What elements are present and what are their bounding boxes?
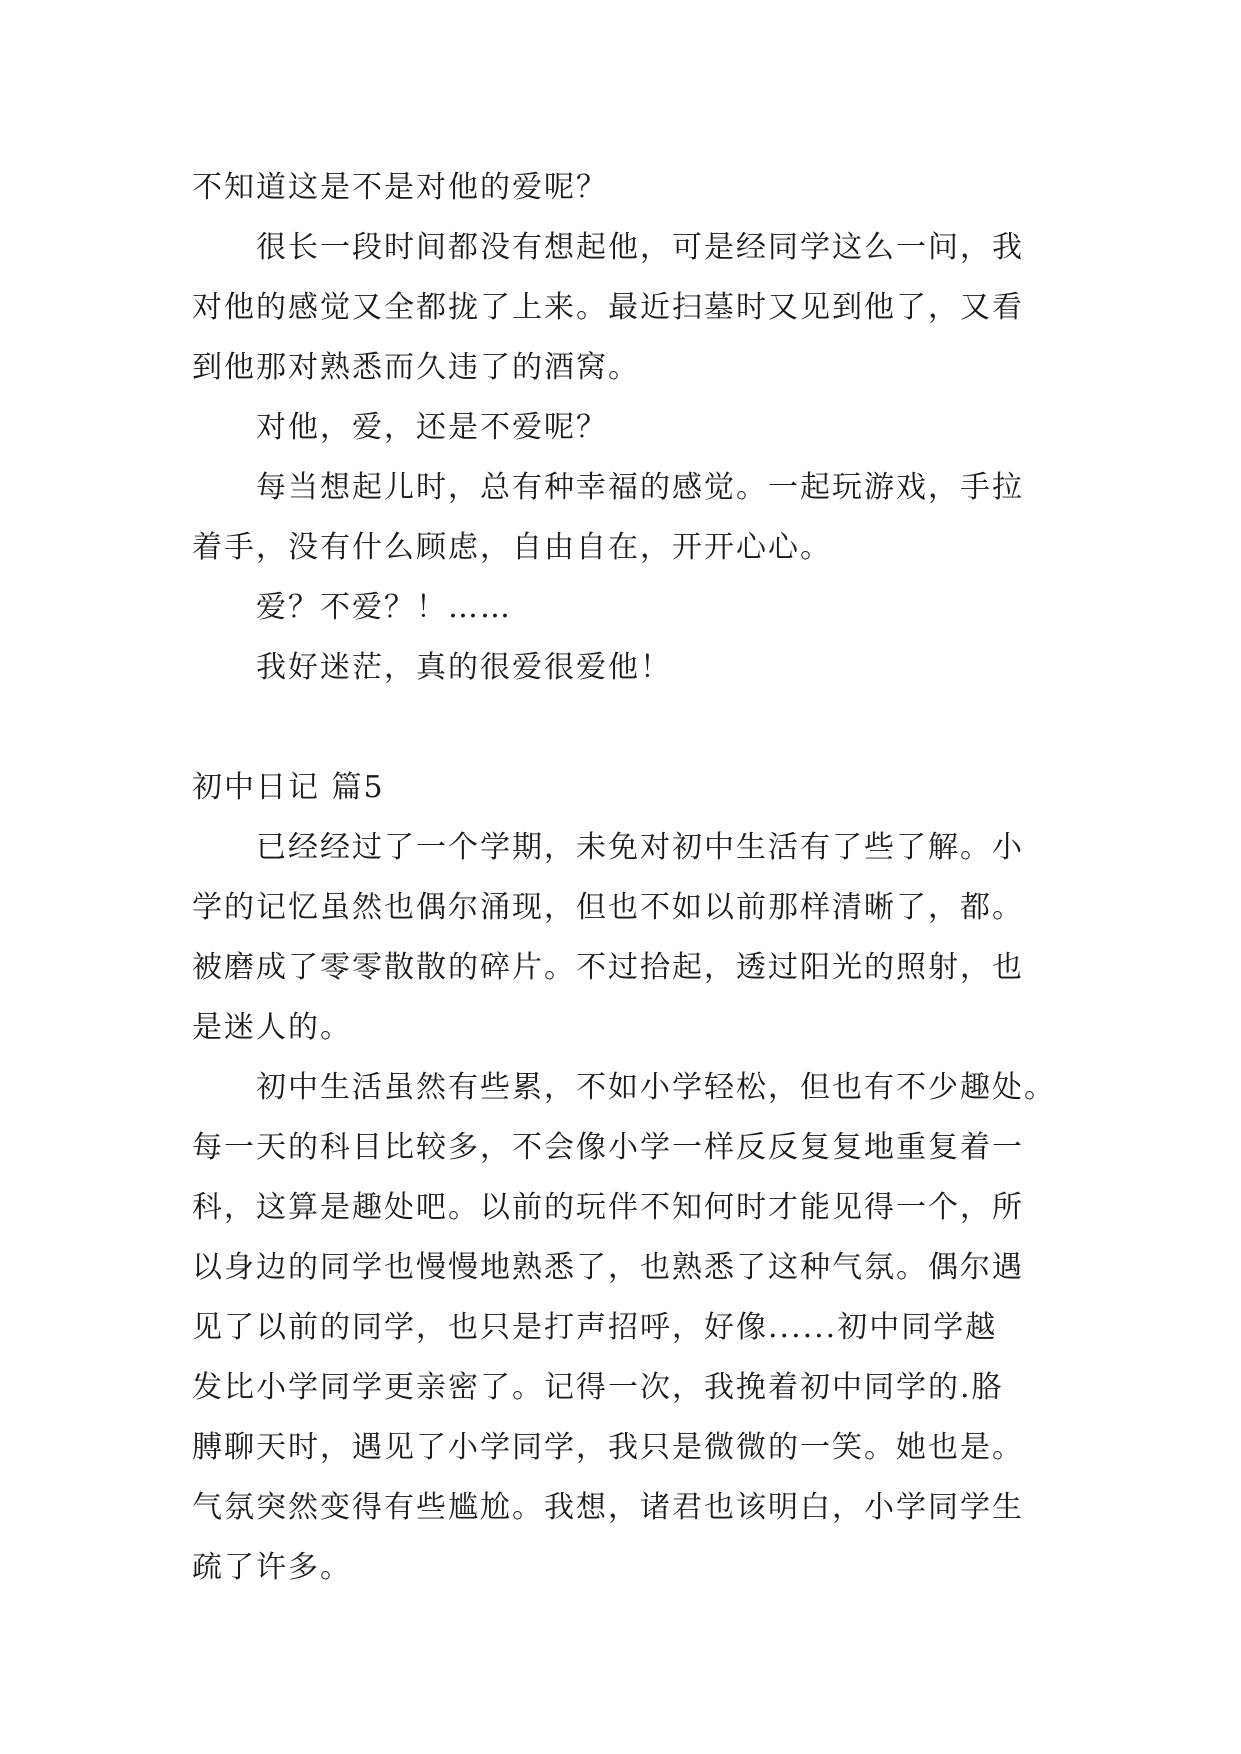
section-heading: 初中日记 篇5: [192, 770, 385, 805]
section-gap: [192, 698, 1062, 758]
paragraph-line: 对他，爱，还是不爱呢？: [256, 410, 608, 445]
paragraph-line: 很长一段时间都没有想起他，可是经同学这么一问，我: [256, 230, 1024, 265]
paragraph-line: 以身边的同学也慢慢地熟悉了，也熟悉了这种气氛。偶尔遇: [192, 1250, 1024, 1285]
paragraph-line: 疏了许多。: [192, 1550, 352, 1585]
paragraph-line: 科，这算是趣处吧。以前的玩伴不知何时才能见得一个，所: [192, 1190, 1024, 1225]
paragraph-line: 膊聊天时，遇见了小学同学，我只是微微的一笑。她也是。: [192, 1430, 1024, 1465]
paragraph-line: 初中生活虽然有些累，不如小学轻松，但也有不少趣处。: [256, 1070, 1056, 1105]
paragraph-line: 发比小学同学更亲密了。记得一次，我挽着初中同学的.胳: [192, 1370, 1004, 1405]
paragraph-line: 每一天的科目比较多，不会像小学一样反反复复地重复着一: [192, 1130, 1024, 1165]
paragraph-line: 我好迷茫，真的很爱很爱他！: [256, 650, 672, 685]
paragraph-line: 不知道这是不是对他的爱呢？: [192, 170, 608, 205]
document-body: [192, 158, 1062, 1598]
paragraph-line: 已经经过了一个学期，未免对初中生活有了些了解。小: [256, 830, 1024, 865]
paragraph-line: 到他那对熟悉而久违了的酒窝。: [192, 350, 640, 385]
paragraph-line: 气氛突然变得有些尴尬。我想，诸君也该明白，小学同学生: [192, 1490, 1024, 1525]
paragraph-line: 着手，没有什么顾虑，自由自在，开开心心。: [192, 530, 832, 565]
paragraph-line: 爱？不爱？！……: [256, 590, 512, 625]
paragraph-line: 是迷人的。: [192, 1010, 352, 1045]
paragraph-line: 每当想起儿时，总有种幸福的感觉。一起玩游戏，手拉: [256, 470, 1024, 505]
paragraph-line: 见了以前的同学，也只是打声招呼，好像......初中同学越: [192, 1310, 998, 1345]
paragraph-line: 学的记忆虽然也偶尔涌现，但也不如以前那样清晰了，都。: [192, 890, 1024, 925]
paragraph-line: 被磨成了零零散散的碎片。不过拾起，透过阳光的照射，也: [192, 950, 1024, 985]
paragraph-line: 对他的感觉又全都拢了上来。最近扫墓时又见到他了，又看: [192, 290, 1024, 325]
